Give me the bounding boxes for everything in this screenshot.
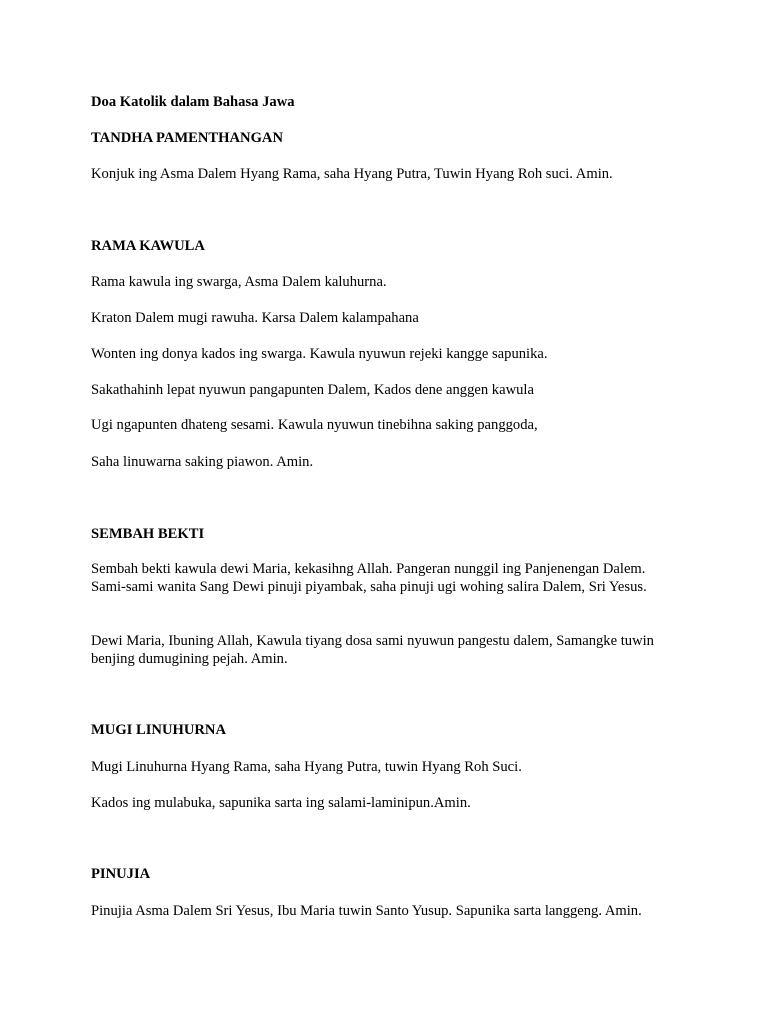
paragraph: Kraton Dalem mugi rawuha. Karsa Dalem kalampahana (91, 310, 419, 326)
paragraph: Sembah bekti kawula dewi Maria, kekasihng Allah. Pangeran nunggil ing Panjenengan Dalem. Sami-sami wanita Sang Dewi pinuji piyambak, saha pinuji ugi wohing salira Dalem, Sri Yesus. (91, 561, 647, 595)
paragraph: Dewi Maria, Ibuning Allah, Kawula tiyang dosa sami nyuwun pangestu dalem, Samangke tuwin benjing dumugining pejah. Amin. (91, 633, 654, 667)
paragraph: Konjuk ing Asma Dalem Hyang Rama, saha Hyang Putra, Tuwin Hyang Roh suci. Amin. (91, 166, 613, 182)
paragraph: Ugi ngapunten dhateng sesami. Kawula nyuwun tinebihna saking panggoda, (91, 417, 538, 433)
section-heading-sembah-bekti: SEMBAH BEKTI (91, 526, 205, 542)
section-heading-tandha-pamenthangan: TANDHA PAMENTHANGAN (91, 130, 284, 146)
section-heading-rama-kawula: RAMA KAWULA (91, 238, 205, 254)
section-heading-mugi-linuhurna: MUGI LINUHURNA (91, 722, 226, 738)
paragraph: Wonten ing donya kados ing swarga. Kawula nyuwun rejeki kangge sapunika. (91, 346, 548, 362)
document-title: Doa Katolik dalam Bahasa Jawa (91, 94, 295, 110)
paragraph: Sakathahinh lepat nyuwun pangapunten Dalem, Kados dene anggen kawula (91, 382, 534, 398)
paragraph: Pinujia Asma Dalem Sri Yesus, Ibu Maria tuwin Santo Yusup. Sapunika sarta langgeng. Amin. (91, 903, 642, 919)
paragraph: Kados ing mulabuka, sapunika sarta ing salami-laminipun.Amin. (91, 795, 471, 811)
paragraph: Rama kawula ing swarga, Asma Dalem kaluhurna. (91, 274, 387, 290)
paragraph: Saha linuwarna saking piawon. Amin. (91, 454, 314, 470)
section-heading-pinujia: PINUJIA (91, 866, 151, 882)
paragraph: Mugi Linuhurna Hyang Rama, saha Hyang Putra, tuwin Hyang Roh Suci. (91, 759, 522, 775)
